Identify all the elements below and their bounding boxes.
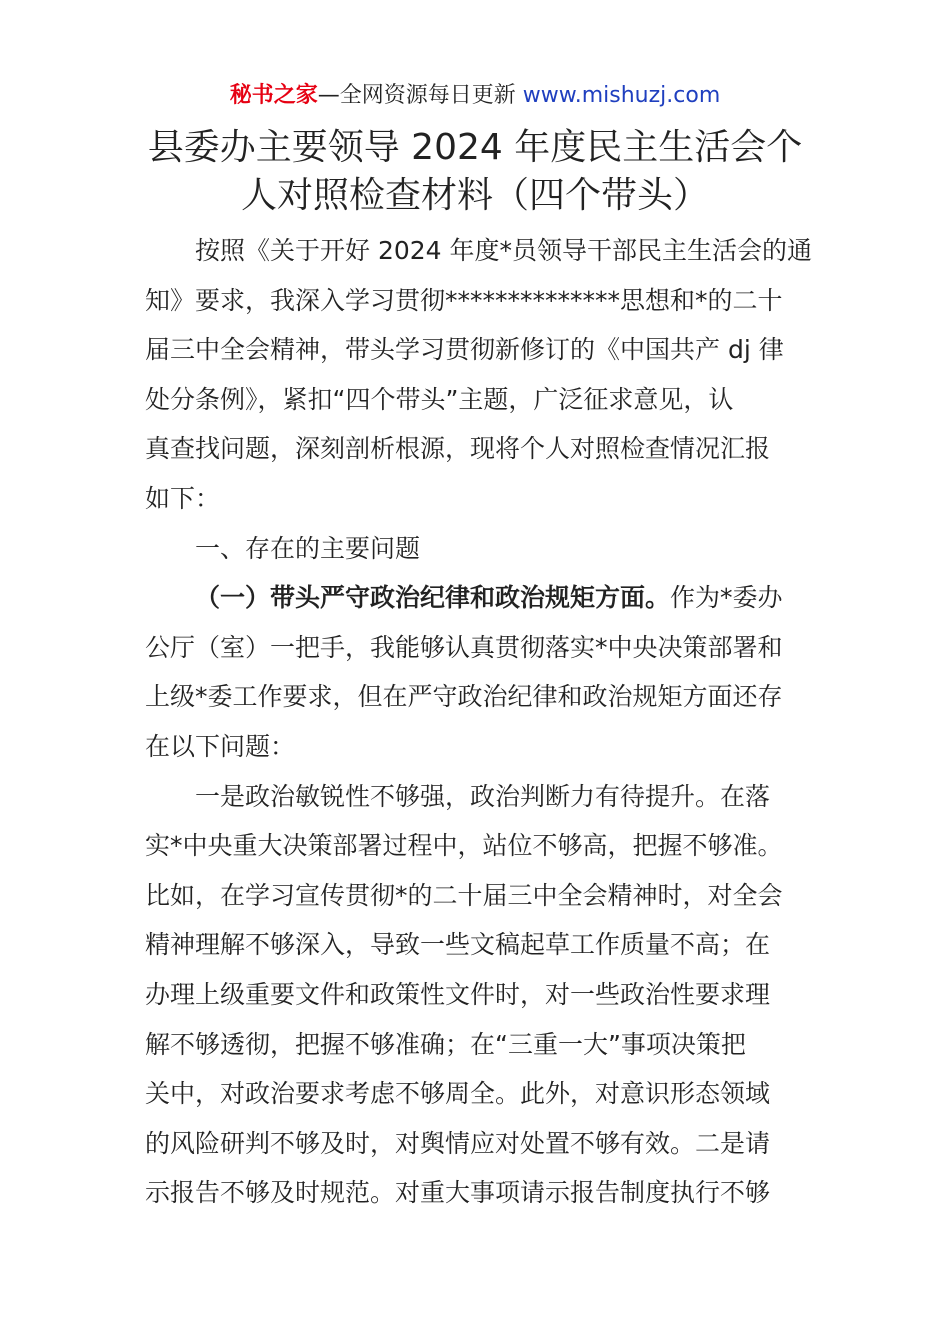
document-title-line-2: 人对照检查材料（四个带头） [240,175,709,216]
paragraph-line: 处分条例》，紧扣“四个带头”主题，广泛征求意见，认 [145,384,734,414]
site-brand: 秘书之家 [229,83,318,108]
paragraph-line: 公厅（室）一把手，我能够认真贯彻落实*中央决策部署和 [145,632,783,662]
site-tagline: —全网资源每日更新 [317,83,523,108]
paragraph-line: 一是政治敏锐性不够强，政治判断力有待提升。在落 [195,781,771,811]
subsection-text: 作为*委办 [670,583,783,613]
paragraph-line: 示报告不够及时规范。对重大事项请示报告制度执行不够 [145,1178,771,1208]
paragraph-line: 上级*委工作要求，但在严守政治纪律和政治规矩方面还存 [145,682,783,712]
document-title [100,124,850,220]
paragraph-line: 如下： [145,483,221,513]
paragraph-line: 比如，在学习宣传贯彻*的二十届三中全会精神时，对全会 [145,880,783,910]
paragraph-line: 届三中全会精神，带头学习贯彻新修订的《中国共产 dj 律 [145,335,784,365]
subsection-heading: （一）带头严守政治纪律和政治规矩方面。 [195,583,671,613]
paragraph-line: 办理上级重要文件和政策性文件时，对一些政治性要求理 [145,979,771,1009]
paragraph-line: 的风险研判不够及时，对舆情应对处置不够有效。二是请 [145,1128,771,1158]
paragraph-line: 真查找问题，深刻剖析根源，现将个人对照检查情况汇报 [145,434,771,464]
paragraph-line: 精神理解不够深入，导致一些文稿起草工作质量不高；在 [145,930,771,960]
paragraph-line: 知》要求，我深入学习贯彻**************思想和*的二十 [145,285,783,315]
paragraph-line: 在以下问题： [145,731,296,761]
paragraph-line: 关中，对政治要求考虑不够周全。此外，对意识形态领域 [145,1079,771,1109]
section-heading: 一、存在的主要问题 [195,533,421,563]
document-body [145,226,815,1218]
site-url-link[interactable]: www.mishuzj.com [522,83,721,108]
subsection-line [145,573,815,623]
site-header [0,80,950,112]
paragraph-line: 实*中央重大决策部署过程中，站位不够高，把握不够准。 [145,831,783,861]
paragraph-line: 按照《关于开好 2024 年度*员领导干部民主生活会的通 [195,236,813,265]
document-title-line-1: 县委办主要领导 2024 年度民主生活会个 [147,127,803,168]
paragraph-line: 解不够透彻，把握不够准确；在“三重一大”事项决策把 [145,1029,746,1059]
